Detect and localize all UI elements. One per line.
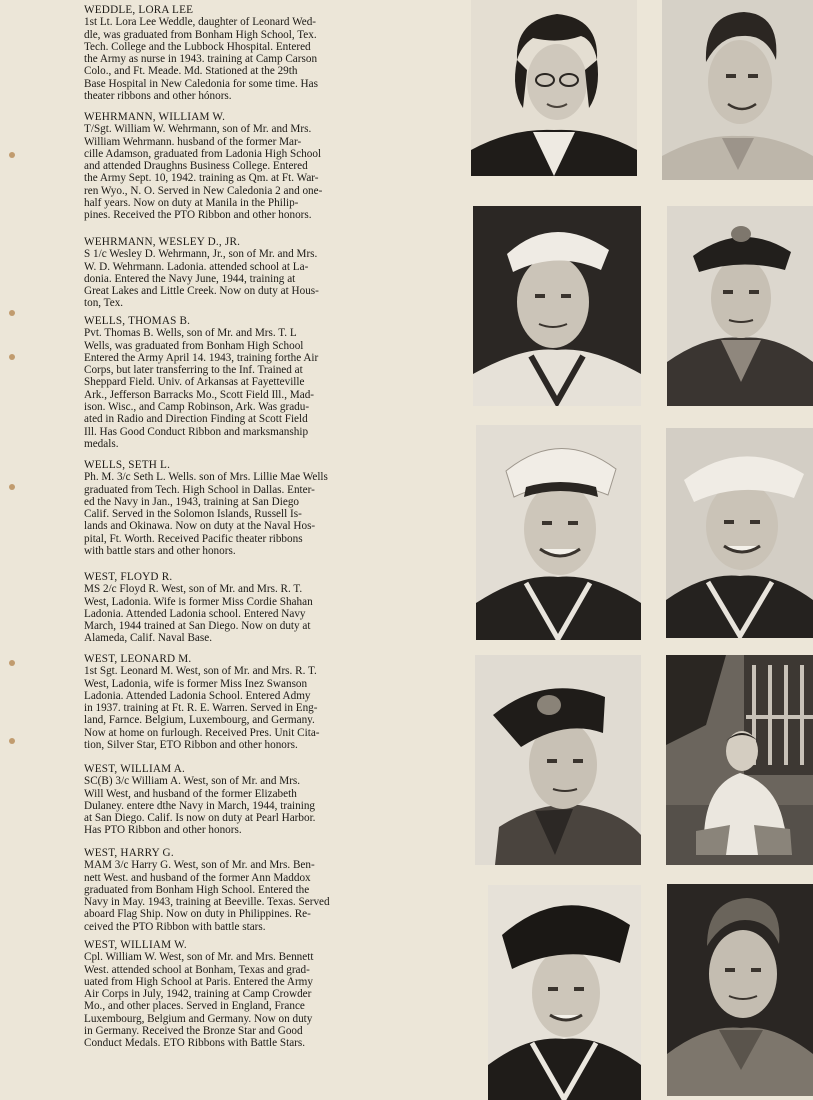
soldier-portrait-icon — [667, 884, 813, 1096]
binder-hole — [9, 152, 15, 158]
portrait-photo — [476, 425, 641, 640]
entry-body: 1st Lt. Lora Lee Weddle, daughter of Leonard Wed- dle, was graduated from Bonham High School, Tex. Tech. College and the Lubbock Hhospital. Entered the Army as nurse in 1943. training at Camp Carson Colo., and Ft. Meade. Md. Stationed at the 29th Base Hospital in New Caledonia for some time. Has theater ribbons and other hónors. — [84, 16, 318, 103]
entry-name: WEST, WILLIAM A. — [84, 763, 185, 775]
portrait-photo — [488, 885, 641, 1100]
entry-name: WELLS, SETH L. — [84, 459, 171, 471]
entry-body: Cpl. William W. West, son of Mr. and Mrs. Bennett West. attended school at Bonham, Texas and grad- uated from High School at Paris. Entered the Army Air Corps in July, 1942, training at Camp Crowder Mo., and other places. Served in England, France Luxembourg, Belgium and Germany. Now on duty in Germany. Received the Bronze Star and Good Conduct Medals. ETO Ribbons with Battle Stars. — [84, 951, 314, 1050]
entry-name: WEST, WILLIAM W. — [84, 939, 187, 951]
soldier-portrait-icon — [475, 655, 641, 865]
entry-body: Pvt. Thomas B. Wells, son of Mr. and Mrs. T. L Wells, was graduated from Bonham High School Entered the Army April 14. 1943, training forthe Air Corps, but later transferring to the Inf. Trained at Sheppard Field. Univ. of Arkansas at Fayetteville Ark., Jefferson Barracks Mo., Scott Field Ill., Mad- ison. Wisc., and Camp Robinson, Ark. Was gradu- ated in Radio and Direction Finding at Scott Field Ill. Has Good Conduct Ribbon and marksmanship medals. — [84, 327, 319, 450]
portrait-photo — [666, 428, 813, 638]
portrait-photo — [475, 655, 641, 865]
entry-weddle-lora-lee — [84, 4, 436, 102]
entry-wells-seth — [84, 459, 436, 557]
sailor-portrait-icon — [476, 425, 641, 640]
seated-man-icon — [666, 655, 813, 865]
entry-name: WEST, FLOYD R. — [84, 571, 173, 583]
man-portrait-icon — [662, 0, 813, 180]
entry-body: S 1/c Wesley D. Wehrmann, Jr., son of Mr. and Mrs. W. D. Wehrmann. Ladonia. attended school at La- donia. Entered the Navy June, 1944, training at Great Lakes and Little Creek. Now on duty at Hous- ton, Tex. — [84, 248, 319, 310]
entry-wehrmann-william — [84, 111, 436, 222]
entry-body: MS 2/c Floyd R. West, son of Mr. and Mrs. R. T. West, Ladonia. Wife is former Miss Cordie Shahan Ladonia. Attended Ladonia school. Entered Navy March, 1944 trained at San Diego. Now on duty at Alameda, Calif. Naval Base. — [84, 583, 313, 645]
portrait-photo — [667, 884, 813, 1096]
entry-wehrmann-wesley — [84, 236, 436, 310]
sailor-portrait-icon — [488, 885, 641, 1100]
entry-name: WELLS, THOMAS B. — [84, 315, 191, 327]
binder-hole — [9, 660, 15, 666]
entry-west-william-w — [84, 939, 436, 1050]
soldier-portrait-icon — [667, 206, 813, 406]
entry-west-leonard — [84, 653, 436, 751]
entry-body: T/Sgt. William W. Wehrmann, son of Mr. and Mrs. William Wehrmann. husband of the former Mar- cille Adamson, graduated from Ladonia High School and attended Draughns Business College. Entered the Army Sept. 10, 1942. training as Qm. at Ft. War- ren Wyo., N. O. Served in New Caledonia 2 and one- half years. Now on duty at Manila in the Philip- pines. Received the PTO Ribbon and other honors. — [84, 123, 323, 222]
binder-hole — [9, 354, 15, 360]
entry-name: WEST, LEONARD M. — [84, 653, 192, 665]
sailor-portrait-icon — [473, 206, 641, 406]
entry-body: 1st Sgt. Leonard M. West, son of Mr. and Mrs. R. T. West, Ladonia, wife is former Miss Inez Swanson Ladonia. Attended Ladonia School. Entered Admy in 1937. training at Ft. R. E. Warren. Served in Eng- land, Farnce. Belgium, Luxembourg, and Germany. Now at home on furlough. Received Pres. Unit Cita- tion, Silver Star, ETO Ribbon and other honors. — [84, 665, 320, 752]
binder-hole — [9, 738, 15, 744]
entry-name: WEDDLE, LORA LEE — [84, 4, 194, 16]
entry-west-william-a — [84, 763, 436, 837]
portrait-photo — [473, 206, 641, 406]
sailor-portrait-icon — [666, 428, 813, 638]
entry-name: WEHRMANN, WILLIAM W. — [84, 111, 226, 123]
portrait-photo — [666, 655, 813, 865]
entry-west-floyd — [84, 571, 436, 645]
entry-name: WEHRMANN, WESLEY D., JR. — [84, 236, 241, 248]
entry-body: MAM 3/c Harry G. West, son of Mr. and Mrs. Ben- nett West. and husband of the former Ann Maddox graduated from Bonham High School. Entered the Navy in May. 1943, training at Beeville. Texas. Served aboard Flag Ship. Now on duty in Philippines. Re- ceived the PTO Ribbon with battle stars. — [84, 859, 330, 933]
portrait-photo — [662, 0, 813, 180]
binder-hole — [9, 484, 15, 490]
entry-wells-thomas — [84, 315, 436, 450]
entry-name: WEST, HARRY G. — [84, 847, 174, 859]
entry-body: Ph. M. 3/c Seth L. Wells. son of Mrs. Lillie Mae Wells graduated from Tech. High School in Dallas. Enter- ed the Navy in Jan., 1943, training at San Diego Calif. Served in the Solomon Islands, Russell Is- lands and Okinawa. Now on duty at the Naval Hos- pital, Ft. Worth. Received Pacific theater ribbons with battle stars and other honors. — [84, 471, 328, 558]
portrait-photo — [471, 0, 637, 176]
binder-hole — [9, 310, 15, 316]
entry-body: SC(B) 3/c William A. West, son of Mr. and Mrs. Will West, and husband of the former Elizabeth Dulaney. entere dthe Navy in March, 1944, training at San Diego. Calif. Is now on duty at Pearl Harbor. Has PTO Ribbon and other honors. — [84, 775, 316, 837]
entry-west-harry — [84, 847, 436, 933]
portrait-photo — [667, 206, 813, 406]
binder-holes — [6, 0, 20, 1100]
woman-portrait-icon — [471, 0, 637, 176]
